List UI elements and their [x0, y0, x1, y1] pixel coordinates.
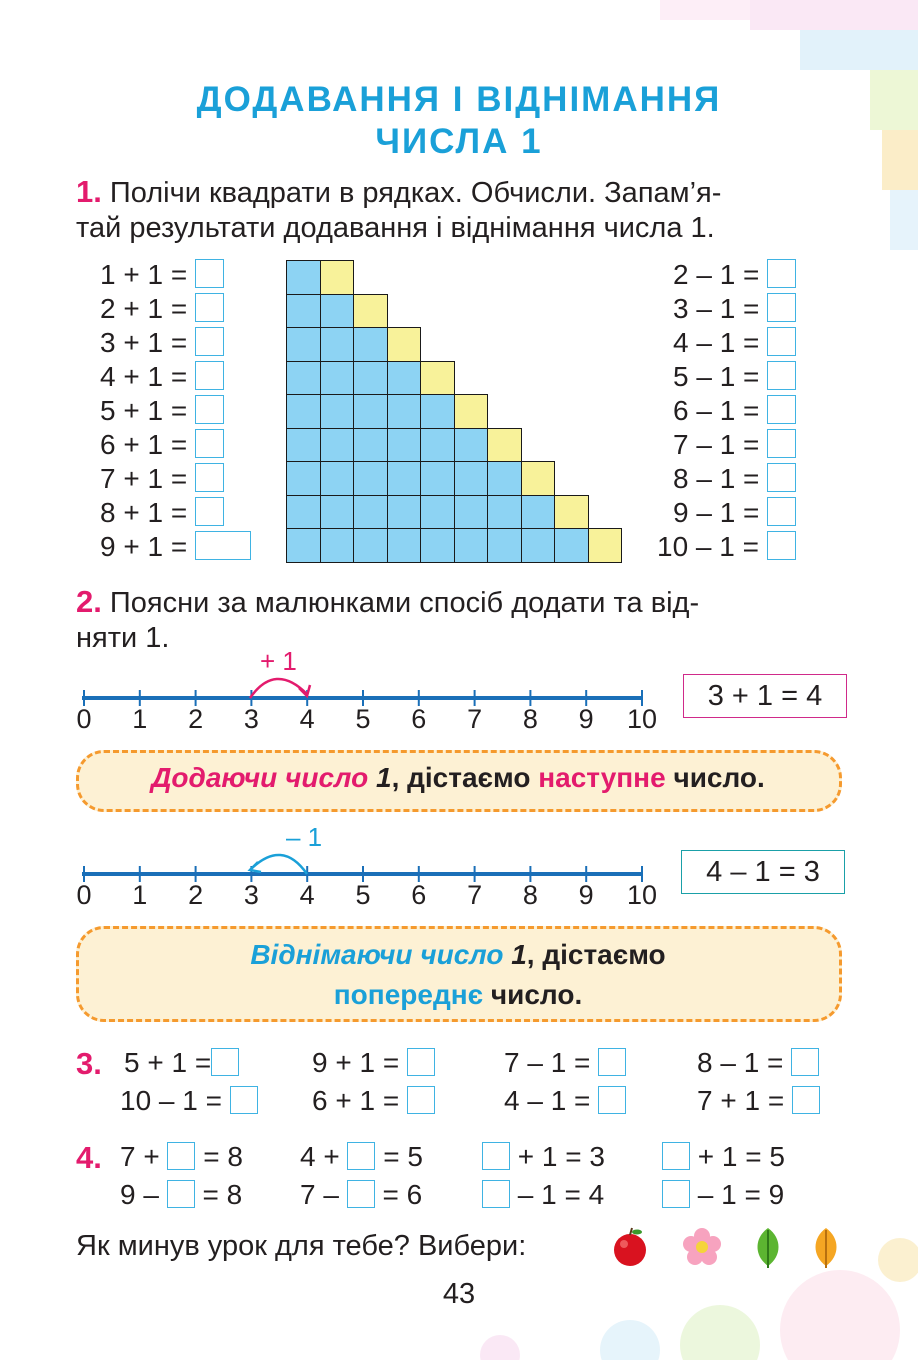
task4-eq-7: – 1 = 4 [482, 1178, 604, 1212]
grid-cell-blue [554, 528, 589, 563]
grid-cell-blue [420, 528, 455, 563]
tick-label: 0 [76, 880, 92, 910]
grid-cell-yellow [387, 327, 422, 362]
grid-cell-yellow [554, 495, 589, 530]
add-equation-8: 8 + 1 = [100, 496, 224, 530]
grid-cell-blue [454, 528, 489, 563]
task4-eq-5: 9 – = 8 [120, 1179, 243, 1210]
sub-equation-7: 8 – 1 = [673, 462, 796, 496]
tick-label: 8 [522, 704, 538, 734]
grid-cell-blue [353, 361, 388, 396]
jump-label-minus: – 1 [286, 822, 323, 852]
tick-label: 7 [467, 704, 483, 734]
page-title-line1: ДОДАВАННЯ І ВІДНІМАННЯ [196, 80, 722, 119]
tick-label: 3 [243, 880, 259, 910]
grid-cell-blue [320, 528, 355, 563]
grid-cell-blue [387, 428, 422, 463]
tick-label: 9 [578, 880, 594, 910]
tick-label: 7 [467, 880, 483, 910]
sub-equation-1: 2 – 1 = [673, 258, 796, 292]
task3-eq-2: 9 + 1 = [312, 1046, 435, 1080]
tick-label: 3 [243, 704, 259, 734]
sub-equation-6: 7 – 1 = [673, 428, 796, 462]
task3-eq-1: 5 + 1 = [124, 1046, 239, 1080]
grid-cell-yellow [320, 260, 355, 295]
task4-eq-3: + 1 = 3 [482, 1140, 605, 1174]
page-number: 43 [442, 1278, 476, 1310]
answer-box[interactable] [792, 1086, 820, 1114]
rule-text-addition: Додаючи число 1, дістаємо наступне число. [151, 762, 765, 793]
grid-cell-blue [353, 394, 388, 429]
grid-cell-blue [320, 294, 355, 329]
answer-box[interactable] [347, 1180, 375, 1208]
task1-number: 1. [76, 174, 102, 209]
task1-text-line2: тай результати додавання і віднімання числа 1. [76, 212, 715, 244]
grid-cell-blue [420, 428, 455, 463]
tick-label: 10 [626, 880, 658, 910]
answer-box-two-digit[interactable] [195, 531, 251, 560]
sub-equation-5: 6 – 1 = [673, 394, 796, 428]
grid-cell-blue [387, 394, 422, 429]
staircase-grid [286, 260, 626, 565]
answer-box[interactable] [767, 531, 796, 560]
add-equation-6: 6 + 1 = [100, 428, 224, 462]
answer-box[interactable] [767, 327, 796, 356]
answer-box[interactable] [195, 429, 224, 458]
answer-box[interactable] [167, 1180, 195, 1208]
sub-equation-2: 3 – 1 = [673, 292, 796, 326]
jump-label-plus: + 1 [260, 646, 297, 676]
answer-box[interactable] [662, 1142, 690, 1170]
grid-cell-blue [286, 461, 321, 496]
grid-cell-blue [320, 461, 355, 496]
sub-equation-4: 5 – 1 = [673, 360, 796, 394]
grid-cell-blue [286, 528, 321, 563]
answer-box[interactable] [791, 1048, 819, 1076]
answer-box[interactable] [230, 1086, 258, 1114]
grid-cell-blue [487, 495, 522, 530]
tick-label: 5 [355, 704, 371, 734]
grid-cell-blue [286, 495, 321, 530]
add-equation-1: 1 + 1 = [100, 258, 224, 292]
grid-cell-blue [320, 495, 355, 530]
tick-label: 6 [411, 704, 427, 734]
task2-number: 2. [76, 584, 102, 619]
equation-minus-box: 4 – 1 = 3 [681, 850, 845, 894]
grid-cell-yellow [454, 394, 489, 429]
grid-cell-yellow [487, 428, 522, 463]
jump-arc-plus [250, 679, 307, 698]
grid-cell-blue [353, 327, 388, 362]
answer-box[interactable] [195, 463, 224, 492]
grid-cell-blue [487, 528, 522, 563]
grid-cell-blue [320, 327, 355, 362]
green-leaf-icon[interactable] [752, 1224, 784, 1270]
grid-cell-blue [420, 461, 455, 496]
answer-box[interactable] [767, 429, 796, 458]
task3-eq-6: 6 + 1 = [312, 1084, 435, 1118]
grid-cell-blue [286, 394, 321, 429]
answer-box[interactable] [767, 463, 796, 492]
grid-cell-blue [286, 428, 321, 463]
task4-eq-2: 4 + = 5 [300, 1141, 423, 1172]
tick-label: 2 [188, 880, 204, 910]
tick-label: 4 [299, 880, 315, 910]
tick-label: 8 [522, 880, 538, 910]
rule-text-subtraction-line2: попереднє число. [333, 979, 583, 1010]
add-equation-5: 5 + 1 = [100, 394, 224, 428]
equation-plus-box: 3 + 1 = 4 [683, 674, 847, 718]
tick-label: 1 [132, 880, 148, 910]
task3-eq-3: 7 – 1 = [504, 1046, 626, 1080]
add-equation-4: 4 + 1 = [100, 360, 224, 394]
sub-equation-3: 4 – 1 = [673, 326, 796, 360]
grid-cell-yellow [353, 294, 388, 329]
page-title-line2: ЧИСЛА 1 [375, 122, 543, 161]
answer-box[interactable] [167, 1142, 195, 1170]
flower-icon[interactable] [680, 1226, 724, 1268]
grid-cell-blue [286, 327, 321, 362]
tick-label: 9 [578, 704, 594, 734]
tick-label: 4 [299, 704, 315, 734]
grid-cell-blue [320, 428, 355, 463]
add-equation-2: 2 + 1 = [100, 292, 224, 326]
sub-equation-8: 9 – 1 = [673, 496, 796, 530]
grid-cell-blue [521, 495, 556, 530]
answer-box[interactable] [767, 395, 796, 424]
task1-text-line1: Полічи квадрати в рядках. Обчисли. Запам’я- [109, 177, 722, 209]
task4-eq-8: – 1 = 9 [662, 1178, 784, 1212]
rule-text-subtraction-line1: Віднімаючи число 1, дістаємо [250, 939, 666, 970]
answer-box[interactable] [195, 293, 224, 322]
answer-box[interactable] [482, 1180, 510, 1208]
grid-cell-blue [387, 528, 422, 563]
answer-box[interactable] [195, 395, 224, 424]
answer-box[interactable] [195, 259, 224, 288]
answer-box-two-digit[interactable] [662, 1180, 690, 1208]
grid-cell-yellow [521, 461, 556, 496]
grid-cell-yellow [588, 528, 623, 563]
task3-number: 3. [76, 1046, 102, 1081]
grid-cell-blue [320, 361, 355, 396]
answer-box[interactable] [598, 1086, 626, 1114]
grid-cell-blue [353, 461, 388, 496]
add-equation-9: 9 + 1 = [100, 530, 251, 564]
answer-box[interactable] [598, 1048, 626, 1076]
task4-eq-6: 7 – = 6 [300, 1179, 423, 1210]
answer-box[interactable] [347, 1142, 375, 1170]
task2-text-line2: няти 1. [76, 622, 170, 654]
task4-eq-4: + 1 = 5 [662, 1140, 785, 1174]
answer-box[interactable] [482, 1142, 510, 1170]
task2-instruction [76, 584, 856, 621]
grid-cell-blue [454, 495, 489, 530]
orange-leaf-icon[interactable] [810, 1224, 842, 1270]
apple-icon[interactable] [610, 1226, 650, 1268]
grid-cell-blue [454, 461, 489, 496]
tick-label: 1 [132, 704, 148, 734]
answer-box[interactable] [195, 361, 224, 390]
grid-cell-blue [420, 495, 455, 530]
grid-cell-blue [420, 394, 455, 429]
sub-equation-9: 10 – 1 = [657, 530, 796, 564]
tick-label: 0 [76, 704, 92, 734]
tick-label: 10 [626, 704, 658, 734]
add-equation-7: 7 + 1 = [100, 462, 224, 496]
answer-box[interactable] [195, 327, 224, 356]
answer-box[interactable] [767, 293, 796, 322]
grid-cell-blue [286, 260, 321, 295]
task3-eq-5: 10 – 1 = [120, 1084, 258, 1118]
answer-box[interactable] [211, 1048, 239, 1076]
grid-cell-blue [320, 394, 355, 429]
task3-eq-7: 4 – 1 = [504, 1084, 626, 1118]
answer-box[interactable] [407, 1086, 435, 1114]
task4-number: 4. [76, 1140, 102, 1175]
task3-eq-4: 8 – 1 = [697, 1046, 819, 1080]
answer-box[interactable] [767, 259, 796, 288]
tick-label: 6 [411, 880, 427, 910]
lesson-feedback-question: Як минув урок для тебе? Вибери: [76, 1230, 527, 1262]
grid-cell-blue [353, 528, 388, 563]
grid-cell-blue [387, 495, 422, 530]
task1-instruction [76, 174, 856, 211]
tick-label: 2 [188, 704, 204, 734]
grid-cell-blue [387, 361, 422, 396]
grid-cell-blue [286, 361, 321, 396]
answer-box[interactable] [407, 1048, 435, 1076]
grid-cell-blue [454, 428, 489, 463]
grid-cell-blue [286, 294, 321, 329]
answer-box[interactable] [195, 497, 224, 526]
task2-text-line1: Поясни за малюнками спосіб додати та від- [109, 587, 700, 619]
grid-cell-blue [353, 428, 388, 463]
grid-cell-blue [521, 528, 556, 563]
answer-box[interactable] [767, 361, 796, 390]
task3-eq-8: 7 + 1 = [697, 1084, 820, 1118]
grid-cell-blue [353, 495, 388, 530]
answer-box[interactable] [767, 497, 796, 526]
task4-eq-1: 7 + = 8 [120, 1141, 243, 1172]
tick-label: 5 [355, 880, 371, 910]
grid-cell-yellow [420, 361, 455, 396]
grid-cell-blue [487, 461, 522, 496]
grid-cell-blue [387, 461, 422, 496]
add-equation-3: 3 + 1 = [100, 326, 224, 360]
